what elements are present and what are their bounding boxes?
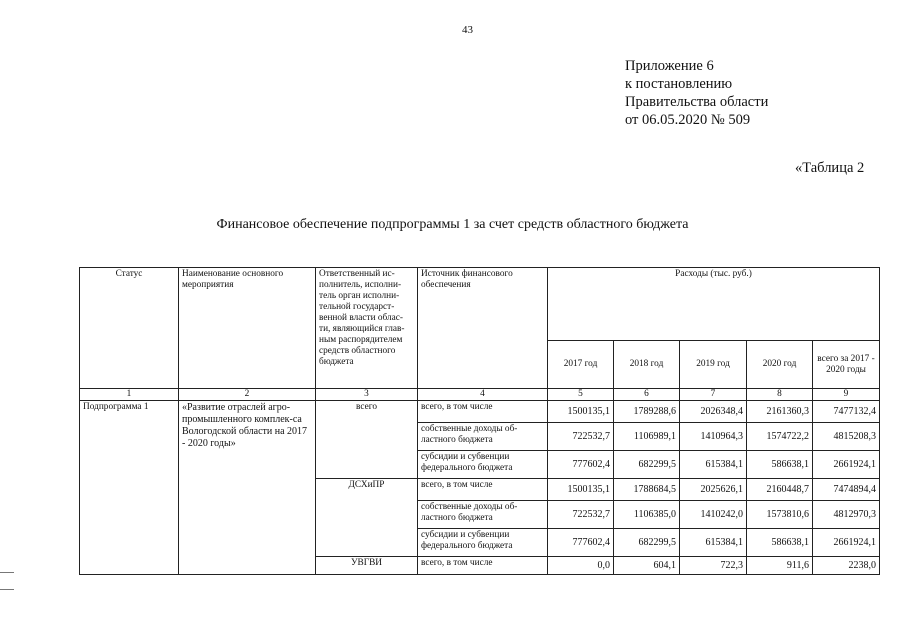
source-cell: субсидии и субвенции федерального бюджета bbox=[418, 529, 548, 557]
value-cell: 777602,4 bbox=[548, 451, 614, 479]
value-cell: 722532,7 bbox=[548, 501, 614, 529]
margin-mark bbox=[0, 589, 14, 590]
header-status: Статус bbox=[80, 268, 179, 389]
column-number: 7 bbox=[680, 389, 747, 401]
header-name: Наименование основного мероприятия bbox=[179, 268, 316, 389]
responsible-cell: УВГВИ bbox=[316, 557, 418, 575]
financing-table bbox=[79, 267, 880, 575]
header-total: всего за 2017 - 2020 годы bbox=[813, 341, 880, 389]
value-cell: 604,1 bbox=[614, 557, 680, 575]
source-cell: всего, в том числе bbox=[418, 557, 548, 575]
appendix-line: Правительства области bbox=[625, 94, 769, 110]
value-cell: 1573810,6 bbox=[747, 501, 813, 529]
column-number: 9 bbox=[813, 389, 880, 401]
scan-margin-marks bbox=[0, 572, 14, 606]
value-cell: 1106989,1 bbox=[614, 423, 680, 451]
table-row bbox=[80, 401, 880, 423]
value-cell: 1410964,3 bbox=[680, 423, 747, 451]
header-year: 2017 год bbox=[548, 341, 614, 389]
value-cell: 0,0 bbox=[548, 557, 614, 575]
value-cell: 7474894,4 bbox=[813, 479, 880, 501]
header-year: 2018 год bbox=[614, 341, 680, 389]
column-number: 8 bbox=[747, 389, 813, 401]
value-cell: 777602,4 bbox=[548, 529, 614, 557]
appendix-block bbox=[625, 57, 768, 129]
value-cell: 2238,0 bbox=[813, 557, 880, 575]
appendix-line: Приложение 6 bbox=[625, 58, 714, 74]
value-cell: 1788684,5 bbox=[614, 479, 680, 501]
value-cell: 4815208,3 bbox=[813, 423, 880, 451]
value-cell: 682299,5 bbox=[614, 529, 680, 557]
value-cell: 4812970,3 bbox=[813, 501, 880, 529]
column-number: 1 bbox=[80, 389, 179, 401]
appendix-line: от 06.05.2020 № 509 bbox=[625, 112, 751, 128]
column-number: 2 bbox=[179, 389, 316, 401]
column-number: 5 bbox=[548, 389, 614, 401]
value-cell: 2025626,1 bbox=[680, 479, 747, 501]
header-source: Источник финансового обеспечения bbox=[418, 268, 548, 389]
column-number: 6 bbox=[614, 389, 680, 401]
value-cell: 1106385,0 bbox=[614, 501, 680, 529]
value-cell: 722532,7 bbox=[548, 423, 614, 451]
value-cell: 2161360,3 bbox=[747, 401, 813, 423]
header-year: 2019 год bbox=[680, 341, 747, 389]
header-responsible: Ответственный ис-полнитель, исполни-тель орган исполни-тельной государст-венной власти облас-ти, являющийся глав-ным распорядителем средств областного бюджета bbox=[316, 268, 418, 389]
source-cell: всего, в том числе bbox=[418, 479, 548, 501]
value-cell: 586638,1 bbox=[747, 451, 813, 479]
status-cell: Подпрограмма 1 bbox=[80, 401, 179, 575]
value-cell: 2661924,1 bbox=[813, 451, 880, 479]
responsible-cell: ДСХиПР bbox=[316, 479, 418, 557]
value-cell: 2661924,1 bbox=[813, 529, 880, 557]
value-cell: 1500135,1 bbox=[548, 479, 614, 501]
column-number: 3 bbox=[316, 389, 418, 401]
margin-mark bbox=[0, 572, 14, 573]
document-title: Финансовое обеспечение подпрограммы 1 за счет средств областного бюджета bbox=[216, 217, 689, 232]
value-cell: 1574722,2 bbox=[747, 423, 813, 451]
value-cell: 722,3 bbox=[680, 557, 747, 575]
appendix-line: к постановлению bbox=[625, 76, 733, 92]
source-cell: собственные доходы об-ластного бюджета bbox=[418, 423, 548, 451]
value-cell: 2160448,7 bbox=[747, 479, 813, 501]
responsible-cell: всего bbox=[316, 401, 418, 479]
value-cell: 1500135,1 bbox=[548, 401, 614, 423]
column-number: 4 bbox=[418, 389, 548, 401]
header-expenses: Расходы (тыс. руб.) bbox=[548, 268, 880, 341]
value-cell: 682299,5 bbox=[614, 451, 680, 479]
header-year: 2020 год bbox=[747, 341, 813, 389]
value-cell: 615384,1 bbox=[680, 529, 747, 557]
value-cell: 7477132,4 bbox=[813, 401, 880, 423]
source-cell: собственные доходы об-ластного бюджета bbox=[418, 501, 548, 529]
table-reference: «Таблица 2 bbox=[795, 160, 865, 176]
value-cell: 911,6 bbox=[747, 557, 813, 575]
value-cell: 1410242,0 bbox=[680, 501, 747, 529]
value-cell: 586638,1 bbox=[747, 529, 813, 557]
activity-name-cell: «Развитие отраслей агро-промышленного комплек-са Вологодской области на 2017 - 2020 годы» bbox=[179, 401, 316, 575]
page-number: 43 bbox=[462, 24, 473, 36]
value-cell: 2026348,4 bbox=[680, 401, 747, 423]
source-cell: субсидии и субвенции федерального бюджета bbox=[418, 451, 548, 479]
source-cell: всего, в том числе bbox=[418, 401, 548, 423]
column-number-row bbox=[80, 389, 880, 401]
value-cell: 1789288,6 bbox=[614, 401, 680, 423]
value-cell: 615384,1 bbox=[680, 451, 747, 479]
